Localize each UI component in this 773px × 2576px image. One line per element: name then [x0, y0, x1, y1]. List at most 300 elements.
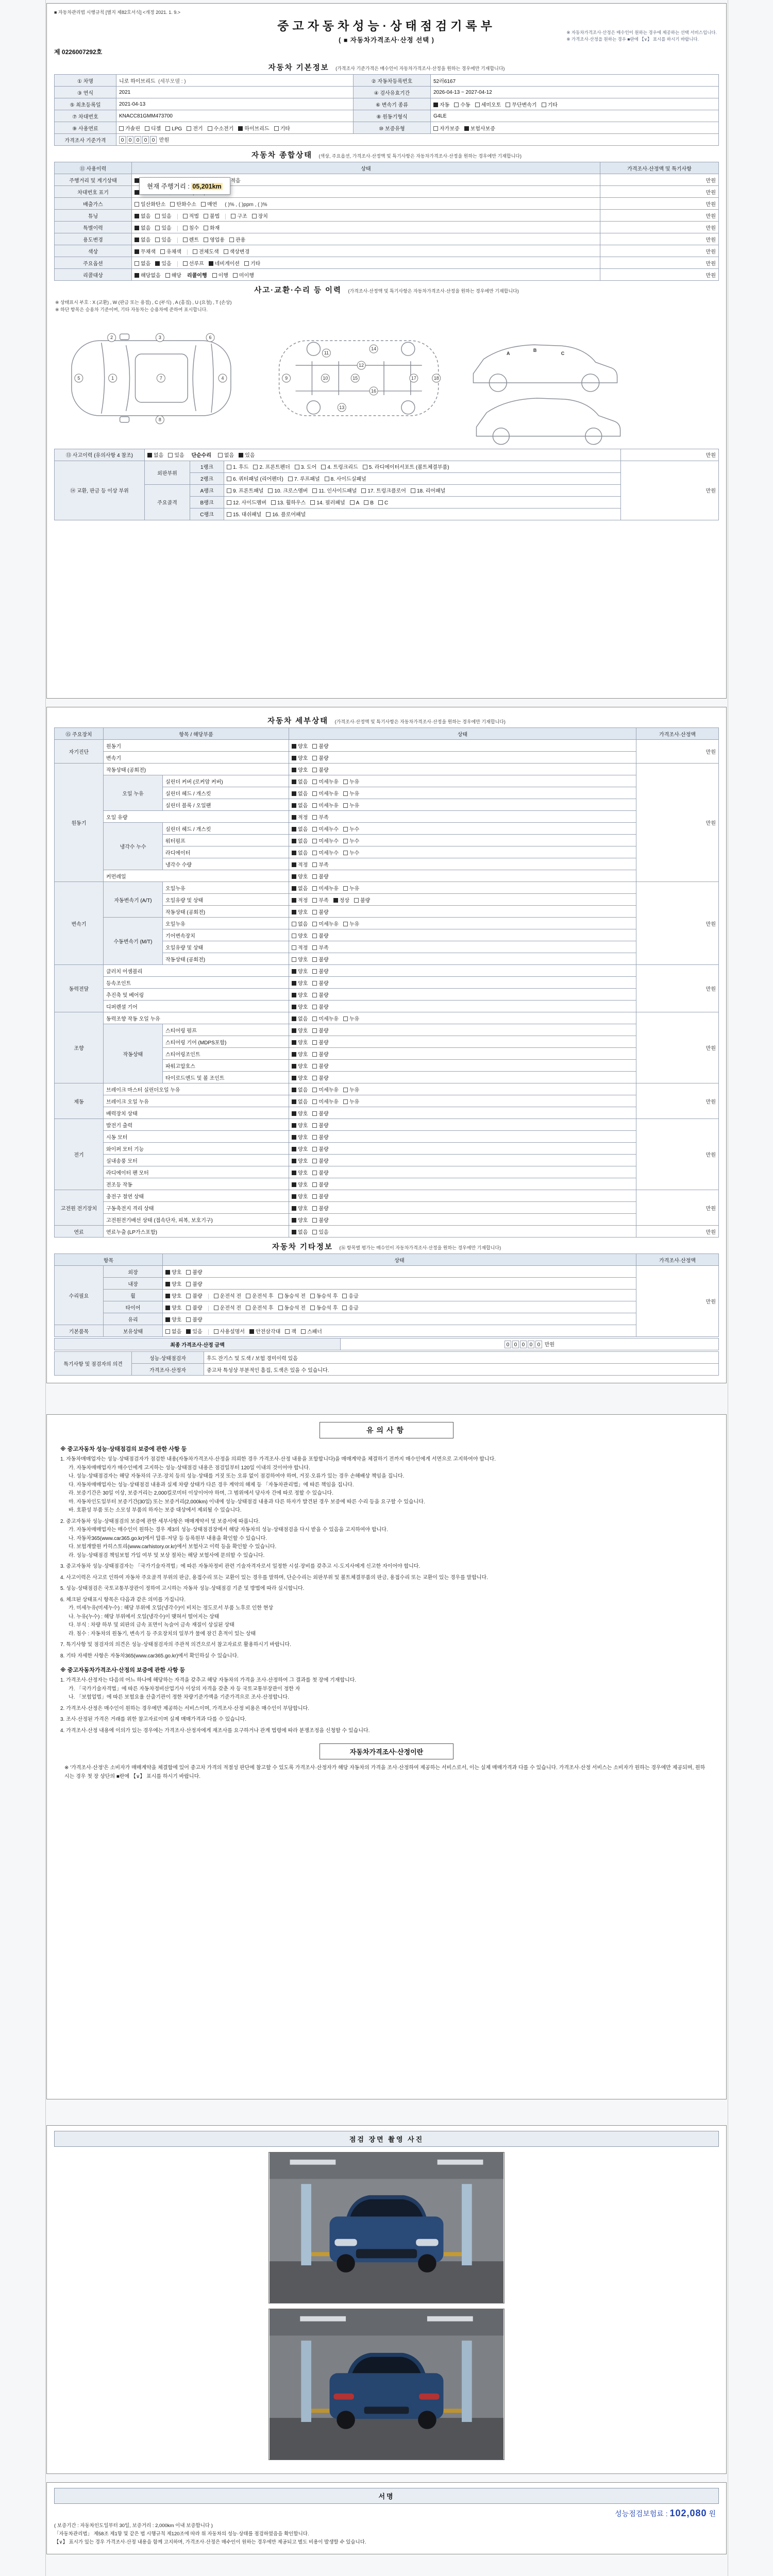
- checkbox-option[interactable]: 누유: [343, 1097, 359, 1105]
- item-label: 냉각수 수량: [163, 858, 289, 870]
- state-cell: [289, 1190, 636, 1202]
- table-row: [55, 1364, 719, 1376]
- checkbox-option[interactable]: 동승석 전: [278, 1292, 306, 1299]
- checkbox-icon: [312, 851, 317, 855]
- signature-line-0: ( 보증기간 : 자동차인도일부터 30일, 보증거리 : 2,000km 이내 보증합니다 ): [54, 2523, 213, 2529]
- checkbox-option[interactable]: 불량: [186, 1292, 202, 1299]
- checkbox-option[interactable]: 하이브리드: [238, 124, 269, 132]
- checkbox-option[interactable]: 양호: [165, 1303, 181, 1311]
- checkbox-icon: [312, 874, 317, 879]
- etc-section-note: (⑯ 항목별 평가는 매수인이 자동차가격조사·산정을 원하는 경우에만 기재합니다): [339, 1245, 501, 1250]
- checkbox-option[interactable]: 이행: [212, 271, 228, 279]
- notice-item: 8. 기타 자세한 사항은 자동차365(www.car365.go.kr)에서 확인하실 수 있습니다.: [60, 1653, 239, 1659]
- checkbox-option[interactable]: 불량: [312, 1192, 328, 1200]
- checkbox-option[interactable]: 불량: [312, 967, 328, 975]
- checkbox-option[interactable]: 불량: [312, 1168, 328, 1176]
- item-label: 커먼레일: [104, 870, 289, 882]
- checkbox-option[interactable]: 무단변속기: [506, 100, 536, 108]
- checkbox-option[interactable]: 불량: [312, 931, 328, 939]
- checkbox-icon: [312, 1159, 317, 1163]
- checkbox-option[interactable]: 9. 프론트패널: [227, 486, 263, 494]
- checkbox-option[interactable]: 미세누유: [312, 1086, 339, 1093]
- checkbox-option[interactable]: 스패너: [301, 1327, 322, 1335]
- checkbox-option[interactable]: 없음: [292, 801, 308, 809]
- checkbox-option[interactable]: B: [364, 500, 374, 506]
- checkbox-option[interactable]: 불량: [312, 1145, 328, 1153]
- row-label: 차대번호 표기: [55, 186, 132, 198]
- checkbox-option[interactable]: 10. 크로스멤버: [268, 486, 308, 494]
- checkbox-option[interactable]: 세미오토: [475, 100, 501, 108]
- checkbox-option[interactable]: 4. 트렁크리드: [321, 463, 358, 470]
- checkbox-option[interactable]: 양호: [292, 1145, 308, 1153]
- checkbox-option[interactable]: 부족: [312, 896, 328, 904]
- checkbox-option[interactable]: 누수: [343, 837, 359, 844]
- checkbox-option[interactable]: 적정: [292, 943, 308, 951]
- final-price-value: 0 0 0 0 0 만원: [341, 1338, 719, 1350]
- notice-sub-item: 나. 자동차365(www.car365.go.kr)에서 압류·저당 등 등록원부 내용을 확인할 수 있습니다.: [69, 1535, 267, 1541]
- svg-text:18: 18: [433, 375, 439, 381]
- price-cell: 만원: [600, 198, 719, 210]
- checkbox-option[interactable]: 양호: [292, 1109, 308, 1117]
- checkbox-option[interactable]: 적정: [292, 896, 308, 904]
- checkbox-option[interactable]: 6. 쿼터패널 (리어펜더): [227, 474, 283, 482]
- item-label: 충전구 절연 상태: [104, 1190, 289, 1202]
- summary-col-price: 가격조사·산정액 및 특기사항: [600, 162, 719, 174]
- checkbox-option[interactable]: 없음: [292, 1097, 308, 1105]
- checkbox-option[interactable]: 2. 프론트펜더: [253, 463, 290, 470]
- vehicle-damage-diagram: [54, 316, 720, 446]
- checkbox-option[interactable]: 적정: [292, 860, 308, 868]
- checkbox-option[interactable]: 미이행: [233, 271, 254, 279]
- checkbox-icon: [160, 249, 165, 254]
- checkbox-option[interactable]: 적음: [224, 176, 240, 184]
- item-label: 원동기: [104, 740, 289, 752]
- table-row: [55, 1338, 719, 1350]
- checkbox-icon: [312, 839, 317, 843]
- legend-line-2: ※ 하단 항목은 승용차 기준이며, 기타 자동차는 승용차에 준하여 표시합니다.: [55, 307, 208, 313]
- checkbox-option[interactable]: 운전석 전: [214, 1292, 241, 1299]
- checkbox-option[interactable]: 있음: [155, 224, 171, 231]
- checkbox-option[interactable]: 불량: [312, 1026, 328, 1034]
- checkbox-option[interactable]: 양호: [292, 1204, 308, 1212]
- checkbox-option[interactable]: 안전삼각대: [249, 1327, 280, 1335]
- device-label: 변속기: [55, 882, 104, 965]
- basic-section-header: [54, 59, 719, 74]
- checkbox-option[interactable]: 부족: [312, 943, 328, 951]
- checkbox-option[interactable]: 누유: [343, 920, 359, 927]
- checkbox-icon: [187, 126, 191, 131]
- checkbox-option[interactable]: 양호: [292, 1168, 308, 1176]
- checkbox-icon: [312, 1206, 317, 1211]
- price-cell: 만원: [621, 461, 719, 520]
- checkbox-option[interactable]: 영업용: [204, 235, 225, 243]
- checkbox-option[interactable]: 양호: [292, 1133, 308, 1141]
- table-row: [55, 484, 719, 496]
- state-cell: [289, 740, 636, 752]
- checkbox-option[interactable]: 양호: [292, 872, 308, 880]
- checkbox-option[interactable]: 11. 인사이드패널: [312, 486, 357, 494]
- inspection-insurance-fee: [54, 2508, 716, 2519]
- checkbox-option[interactable]: 누유: [343, 801, 359, 809]
- checkbox-option[interactable]: 불법: [204, 212, 220, 219]
- checkbox-option[interactable]: 불량: [354, 896, 370, 904]
- checkbox-option[interactable]: 불량: [312, 766, 328, 773]
- checkbox-option[interactable]: 양호: [165, 1280, 181, 1287]
- checkbox-option[interactable]: 누유: [343, 884, 359, 892]
- row-label: 타이어: [104, 1301, 163, 1313]
- checkbox-icon: [186, 1294, 191, 1298]
- checkbox-option[interactable]: 불량: [186, 1268, 202, 1276]
- checkbox-icon: [244, 261, 249, 266]
- checkbox-option[interactable]: 가솔린: [119, 124, 140, 132]
- checkbox-icon: [312, 803, 317, 808]
- notice-sub-item: 나. 성능·상태점검자는 해당 자동차의 구조·장치 등의 성능·상태를 거짓 또는 오류 없이 점검하여야 하며, 거짓·오류가 있는 경우 손해배상 책임을 집니다.: [69, 1473, 405, 1479]
- device-label: 제동: [55, 1083, 104, 1119]
- checkbox-icon: [227, 488, 231, 493]
- checkbox-option[interactable]: 불량: [312, 955, 328, 963]
- checkbox-option[interactable]: 해당: [165, 271, 181, 279]
- checkbox-option[interactable]: 양호: [292, 1192, 308, 1200]
- checkbox-icon: [201, 202, 206, 207]
- checkbox-option[interactable]: 불량: [186, 1315, 202, 1323]
- svg-text:9: 9: [285, 375, 288, 381]
- item-label: 브레이크 오일 누유: [104, 1095, 289, 1107]
- checkbox-option[interactable]: 없음: [147, 451, 163, 459]
- appraiser-comment: 중고차 특성상 부분적인 흠집, 도색은 있을 수 있습니다.: [204, 1364, 719, 1376]
- checkbox-option[interactable]: 불량: [312, 1157, 328, 1164]
- checkbox-option[interactable]: 양호: [292, 1003, 308, 1010]
- checkbox-option[interactable]: 운전석 후: [246, 1292, 273, 1299]
- checkbox-option[interactable]: 불량: [186, 1280, 202, 1287]
- price-digit: 0: [512, 1341, 519, 1348]
- checkbox-option[interactable]: 동승석 전: [278, 1303, 306, 1311]
- checkbox-option[interactable]: 없음: [292, 884, 308, 892]
- checkbox-option[interactable]: 없음: [218, 451, 234, 459]
- checkbox-icon: [145, 126, 149, 131]
- checkbox-option[interactable]: 색상변경: [224, 247, 250, 255]
- checkbox-option[interactable]: 불량: [312, 1180, 328, 1188]
- checkbox-option[interactable]: 있음: [168, 451, 184, 459]
- checkbox-option[interactable]: 양호: [292, 955, 308, 963]
- price-cell: 만원: [636, 1226, 719, 1238]
- checkbox-icon: [135, 249, 139, 254]
- checkbox-option[interactable]: 7. 루프패널: [288, 474, 320, 482]
- checkbox-icon: [135, 202, 139, 207]
- checkbox-icon: [155, 261, 160, 266]
- checkbox-option[interactable]: 관용: [229, 235, 245, 243]
- checkbox-option[interactable]: 침수: [183, 224, 199, 231]
- checkbox-option[interactable]: 없음: [292, 1228, 308, 1235]
- state-cell: [289, 1012, 636, 1024]
- checkbox-option[interactable]: 양호: [292, 766, 308, 773]
- checkbox-option[interactable]: 없음: [292, 1014, 308, 1022]
- checkbox-option[interactable]: 탄화수소: [170, 200, 196, 208]
- checkbox-option[interactable]: 디젤: [145, 124, 161, 132]
- checkbox-icon: [292, 1135, 296, 1140]
- checkbox-icon: [135, 238, 139, 242]
- current-mileage-label: 현재 주행거리 :: [147, 183, 190, 190]
- checkbox-option[interactable]: 없음: [135, 235, 150, 243]
- price-survey-info-text: ※ '가격조사·산정'은 소비자가 매매계약을 체결함에 있어 중고차 가격의 적절성 판단에 참고할 수 있도록 가격조사·산정자가 해당 자동차의 가격을 조사·산정하여 제공하는 서비스로서, 이는 실제 매매가격과 다를 수 있습니다. 가격조사·산정 서비스는 소비자가 원하는 경우에만 제공되며, 원하시는 경우 첫 장 상단의 ■란에 【∨】 표시를 하시기 바랍니다.: [64, 1765, 705, 1780]
- accident-history-label: ⑬ 사고이력 (유의사항 4 참조): [55, 449, 145, 461]
- checkbox-option[interactable]: 없음: [165, 1327, 181, 1335]
- checkbox-option[interactable]: 불량: [312, 1038, 328, 1046]
- checkbox-option[interactable]: 적법: [183, 212, 199, 219]
- checkbox-option[interactable]: 없음: [135, 259, 150, 267]
- fee-unit: 원: [709, 2510, 716, 2518]
- checkbox-option[interactable]: 13. 휠하우스: [271, 498, 306, 506]
- checkbox-option[interactable]: 기타: [244, 259, 260, 267]
- checkbox-option[interactable]: 누유: [343, 1086, 359, 1093]
- checkbox-option[interactable]: 불량: [312, 1062, 328, 1070]
- state-cell: [289, 882, 636, 894]
- state-cell: [132, 233, 600, 245]
- checkbox-icon: [292, 981, 296, 986]
- state-cell: [289, 1202, 636, 1214]
- checkbox-option[interactable]: 잭: [285, 1327, 296, 1335]
- checkbox-option[interactable]: 자가보증: [433, 124, 460, 132]
- checkbox-option[interactable]: 양호: [292, 908, 308, 916]
- checkbox-icon: [165, 1282, 170, 1286]
- checkbox-option[interactable]: 없음: [292, 1086, 308, 1093]
- checkbox-option[interactable]: 정상: [333, 896, 349, 904]
- checkbox-option[interactable]: 자동: [433, 100, 449, 108]
- checkbox-option[interactable]: 양호: [292, 1180, 308, 1188]
- checkbox-option[interactable]: 누수: [343, 849, 359, 856]
- field-value-engine-type: G4LE: [431, 110, 719, 122]
- checkbox-option[interactable]: 없음: [292, 789, 308, 797]
- checkbox-option[interactable]: 응급: [342, 1303, 358, 1311]
- checkbox-option[interactable]: 미세누유: [312, 884, 339, 892]
- checkbox-option[interactable]: 불량: [312, 872, 328, 880]
- checkbox-option[interactable]: 미세누유: [312, 1097, 339, 1105]
- checkbox-option[interactable]: 8. 사이드실패널: [325, 474, 366, 482]
- price-digit: 0: [142, 136, 149, 144]
- checkbox-option[interactable]: 동승석 후: [310, 1292, 338, 1299]
- checkbox-option[interactable]: 미세누유: [312, 777, 339, 785]
- checkbox-option[interactable]: 보험사보증: [464, 124, 495, 132]
- state-cell: [163, 1290, 636, 1301]
- page-title: 중고자동차성능·상태점검기록부: [277, 19, 496, 32]
- checkbox-option[interactable]: 선루프: [183, 259, 204, 267]
- checkbox-option[interactable]: 15. 대쉬패널: [227, 510, 261, 518]
- checkbox-option[interactable]: 기타: [542, 100, 558, 108]
- checkbox-option[interactable]: 적정: [292, 813, 308, 821]
- checkbox-option[interactable]: 장치: [252, 212, 268, 219]
- checkbox-option[interactable]: 양호: [292, 1038, 308, 1046]
- checkbox-option[interactable]: 미세누유: [312, 920, 339, 927]
- table-row: [55, 1001, 719, 1012]
- table-row: [55, 752, 719, 764]
- checkbox-option[interactable]: 12. 사이드멤버: [227, 498, 266, 506]
- checkbox-option[interactable]: 매연: [201, 200, 217, 208]
- checkbox-option[interactable]: 양호: [292, 1157, 308, 1164]
- checkbox-option[interactable]: 없음: [292, 777, 308, 785]
- checkbox-option[interactable]: 불량: [312, 979, 328, 987]
- checkbox-option[interactable]: 5. 라디에이터서포트 (볼트체결부품): [363, 463, 449, 470]
- checkbox-icon: [433, 103, 438, 107]
- svg-text:12: 12: [359, 362, 364, 368]
- checkbox-icon: [312, 791, 317, 796]
- checkbox-icon: [183, 214, 188, 218]
- checkbox-option[interactable]: 수소전기: [208, 124, 234, 132]
- checkbox-option[interactable]: 양호: [292, 754, 308, 761]
- checkbox-icon: [227, 465, 231, 469]
- checkbox-option[interactable]: 불량: [312, 1050, 328, 1058]
- report-header: [54, 9, 719, 56]
- checkbox-option[interactable]: 없음: [292, 920, 308, 927]
- subgroup-label: 자동변속기 (A/T): [104, 882, 163, 918]
- checkbox-option[interactable]: 있음: [239, 451, 255, 459]
- checkbox-option[interactable]: 불량: [312, 1109, 328, 1117]
- checkbox-option[interactable]: 부족: [312, 813, 328, 821]
- checkbox-option[interactable]: 미세누유: [312, 801, 339, 809]
- checkbox-option[interactable]: 18. 리어패널: [411, 486, 445, 494]
- checkbox-option[interactable]: 3. 도어: [295, 463, 316, 470]
- checkbox-option[interactable]: 양호: [292, 991, 308, 998]
- checkbox-option[interactable]: 양호: [292, 931, 308, 939]
- checkbox-option[interactable]: 없음: [292, 837, 308, 844]
- checkbox-option[interactable]: 부족: [312, 860, 328, 868]
- table-row: [55, 989, 719, 1001]
- rankA-label: A랭크: [190, 484, 224, 496]
- signature-line-2: 【∨】 표시가 있는 경우 가격조사·산정 내용을 함께 고지하며, 가격조사·산정은 매수인이 원하는 경우에만 제공되고 별도 비용이 발생할 수 있습니다.: [54, 2539, 366, 2546]
- detail-col-item: 항목 / 해당부품: [104, 728, 289, 740]
- checkbox-option[interactable]: 불량: [312, 1133, 328, 1141]
- checkbox-icon: [454, 103, 459, 107]
- state-cell: [289, 1060, 636, 1072]
- checkbox-icon: [301, 1329, 306, 1334]
- field-label-transmission: ⑥ 변속기 종류: [354, 98, 431, 110]
- checkbox-option[interactable]: 불량: [312, 1003, 328, 1010]
- field-value-inspection: 2026-04-13 ~ 2027-04-12: [431, 87, 719, 98]
- checkbox-option[interactable]: 있음: [155, 259, 171, 267]
- checkbox-option[interactable]: 불량: [186, 1303, 202, 1311]
- checkbox-option[interactable]: 운전석 후: [246, 1303, 273, 1311]
- checkbox-icon: [165, 1329, 170, 1334]
- checkbox-option[interactable]: 누유: [343, 1014, 359, 1022]
- checkbox-option[interactable]: 무채색: [135, 247, 156, 255]
- checkbox-option[interactable]: 없음: [292, 825, 308, 833]
- checkbox-option[interactable]: 16. 플로어패널: [266, 510, 306, 518]
- inspection-photo-front: [268, 2152, 505, 2303]
- checkbox-option[interactable]: 양호: [165, 1315, 181, 1323]
- checkbox-option[interactable]: A: [350, 500, 360, 506]
- checkbox-option[interactable]: 미세누유: [312, 789, 339, 797]
- checkbox-option[interactable]: 동승석 후: [310, 1303, 338, 1311]
- checkbox-option[interactable]: 14. 필러패널: [310, 498, 345, 506]
- checkbox-option[interactable]: 전체도색: [193, 247, 219, 255]
- checkbox-option[interactable]: 불량: [312, 991, 328, 998]
- checkbox-option[interactable]: 양호: [292, 1050, 308, 1058]
- checkbox-option[interactable]: 양호: [292, 979, 308, 987]
- checkbox-option[interactable]: 구조: [231, 212, 247, 219]
- title-note-2: ※ 가격조사·산정을 원하는 경우 ■란에 【∨】 표시를 하시기 바랍니다.: [566, 36, 699, 42]
- checkbox-option[interactable]: 있음: [312, 1228, 328, 1235]
- checkbox-option[interactable]: 유채색: [160, 247, 181, 255]
- checkbox-option[interactable]: 불량: [312, 754, 328, 761]
- signature-line-1: 「자동차관리법」 제58조 제1항 및 같은 법 시행규칙 제120조에 따라 위 자동차의 성능·상태를 점검하였음을 확인합니다.: [54, 2531, 309, 2537]
- checkbox-option[interactable]: 양호: [165, 1268, 181, 1276]
- checkbox-option[interactable]: 없음: [292, 849, 308, 856]
- checkbox-option[interactable]: 있음: [155, 212, 171, 219]
- checkbox-option[interactable]: 누유: [343, 789, 359, 797]
- checkbox-option[interactable]: 누수: [343, 825, 359, 833]
- price-survey-select[interactable]: ( ■ 자동차가격조사·산정 선택 ): [339, 37, 434, 44]
- state-cell: [132, 210, 600, 222]
- checkbox-option[interactable]: 사용설명서: [214, 1327, 245, 1335]
- signature-section-title: 서명: [54, 2488, 719, 2504]
- checkbox-option[interactable]: 기타: [274, 124, 290, 132]
- checkbox-option[interactable]: 양호: [165, 1292, 181, 1299]
- checkbox-option[interactable]: 운전석 전: [214, 1303, 241, 1311]
- checkbox-option[interactable]: 불량: [312, 1074, 328, 1081]
- checkbox-option[interactable]: 전기: [187, 124, 203, 132]
- checkbox-option[interactable]: 있음: [155, 235, 171, 243]
- checkbox-option[interactable]: 없음: [135, 224, 150, 231]
- checkbox-option[interactable]: 양호: [292, 1074, 308, 1081]
- checkbox-option[interactable]: 누유: [343, 777, 359, 785]
- checkbox-option[interactable]: 미세누유: [312, 1014, 339, 1022]
- checkbox-option[interactable]: 1. 후드: [227, 463, 248, 470]
- checkbox-option[interactable]: 양호: [292, 742, 308, 750]
- checkbox-option[interactable]: 양호: [292, 1062, 308, 1070]
- checkbox-option[interactable]: 화재: [204, 224, 220, 231]
- checkbox-icon: [342, 1306, 347, 1310]
- checkbox-option[interactable]: 일산화탄소: [135, 200, 165, 208]
- checkbox-option[interactable]: 양호: [292, 1121, 308, 1129]
- checkbox-icon: [246, 1306, 250, 1310]
- checkbox-option[interactable]: 없음: [135, 212, 150, 219]
- notice-sub-item: 다. 보험개발원 카히스토리(www.carhistory.or.kr)에서 보험사고 이력 등을 확인할 수 있습니다.: [69, 1544, 277, 1550]
- checkbox-option[interactable]: 수동: [454, 100, 470, 108]
- checkbox-option[interactable]: 양호: [292, 1026, 308, 1034]
- price-digit: 0: [135, 136, 141, 144]
- item-label: 추진축 및 베어링: [104, 989, 289, 1001]
- checkbox-option[interactable]: 17. 트렁크플로어: [361, 486, 406, 494]
- row-label: 색상: [55, 245, 132, 257]
- checkbox-option[interactable]: 양호: [292, 967, 308, 975]
- device-label: 연료: [55, 1226, 104, 1238]
- checkbox-option[interactable]: 불량: [312, 1216, 328, 1224]
- checkbox-option[interactable]: 불량: [312, 742, 328, 750]
- checkbox-option[interactable]: LPG: [165, 126, 182, 132]
- item-label: 실린더 블록 / 오일팬: [163, 799, 289, 811]
- checkbox-option[interactable]: 불량: [312, 1121, 328, 1129]
- main-report-panel: [46, 3, 727, 699]
- etc-section-header: [54, 1239, 719, 1253]
- checkbox-icon: [312, 1135, 317, 1140]
- checkbox-option[interactable]: 불량: [312, 908, 328, 916]
- checkbox-option[interactable]: 미세누수: [312, 837, 339, 844]
- photos-section-title: 점검 장면 촬영 사진: [54, 2131, 719, 2147]
- checkbox-icon: [354, 898, 359, 903]
- checkbox-option[interactable]: 있음: [186, 1327, 202, 1335]
- checkbox-option[interactable]: 불량: [312, 1204, 328, 1212]
- checkbox-icon: [170, 202, 175, 207]
- notice-item: 3. 조사·산정된 가격은 거래를 위한 참고자료이며 실제 매매가격과 다를 수 있습니다.: [60, 1717, 247, 1722]
- checkbox-option[interactable]: 렌트: [183, 235, 199, 243]
- checkbox-option[interactable]: 네비게이션: [209, 259, 240, 267]
- checkbox-option[interactable]: 미세누수: [312, 825, 339, 833]
- checkbox-option[interactable]: 양호: [292, 1216, 308, 1224]
- item-label: 작동상태 (공회전): [163, 953, 289, 965]
- checkbox-option[interactable]: C: [378, 500, 388, 506]
- checkbox-option[interactable]: 미세누수: [312, 849, 339, 856]
- checkbox-option[interactable]: 응급: [342, 1292, 358, 1299]
- checkbox-icon: [186, 1282, 191, 1286]
- checkbox-option[interactable]: 해당없음: [135, 271, 161, 279]
